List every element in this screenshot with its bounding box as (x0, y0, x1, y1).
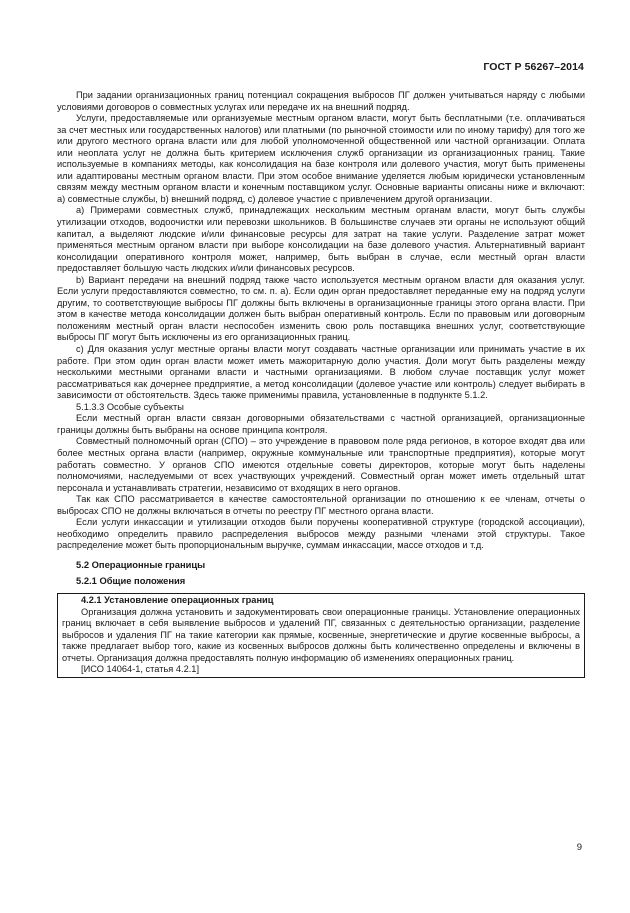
body-paragraph: Услуги, предоставляемые или организуемые местным органом власти, могут быть бесплатными (т.е. оплачиваться за счет местных или государственных налогов) или платными (по рыночной стоимости или по иному тарифу) для того же или другого местного органа власти или для любой уполномоченной общественной или частной организации. Оплата или неоплата услуг не должна быть критерием исключения служб организации из организационных границ. Такие используемые в компаниях методы, как консолидация на базе контроля или долевого участия, могут быть применены или адаптированы местным органом власти. При этом особое внимание уделяется любым юридически установленным связям между местным органом власти и конечным поставщиком услуг. Основные варианты описаны ниже и включают: a) совместные службы, b) внешний подряд, c) долевое участие с привлечением другой организации. (57, 113, 585, 204)
body-paragraph: Так как СПО рассматривается в качестве самостоятельной организации по отношению к ее членам, отчеты о выбросах СПО не должны включаться в отчеты по реестру ПГ местного органа власти. (57, 494, 585, 516)
quote-title: 4.2.1 Установление операционных границ (81, 595, 274, 606)
body-paragraph: Если местный орган власти связан договорными обязательствами с частной организацией, организационные границы должны быть выбраны на основе принципа контроля. (57, 413, 585, 435)
body-paragraph: b) Вариант передачи на внешний подряд также часто используется местным органом власти для оказания услуг. Если услуги предоставляются совместно, то см. п. а). Если один орган предоставляет переданные ему на подряд услуги другим, то соответствующие выбросы ПГ должны быть включены в организационные границы этого органа власти. При этом в качестве метода консолидации должен быть выбран оперативный контроль. Если по правовым или договорным положениям местный орган власти неспособен изменить свою роль поставщика внешних услуг, соответствующие выбросы ПГ могут быть исключены из его организационных границ. (57, 274, 585, 343)
body-paragraph: Совместный полномочный орган (СПО) – это учреждение в правовом поле ряда регионов, в которое входят два или более местных органа власти (например, окружные коммунальные или транспортные предприятия), которые могут работать совместно. У органов СПО имеются отдельные советы директоров, которые могут быть наделены полномочиями, наследуемыми от всех участвующих учреждений. Совместный орган может иметь отдельный штат персонала и устанавливать стратегии, независимо от входящих в него органов. (57, 436, 585, 493)
body-paragraph: c) Для оказания услуг местные органы власти могут создавать частные организации или принимать участие в их работе. При этом один орган власти может иметь мажоритарную долю участия. Доли могут быть разделены между несколькими местными органами власти и частными организациями. В любом случае поставщик услуг может рассматриваться как дочернее предприятие, а метод консолидации (долевое участие или контроль) следует выбирать в зависимости от обстоятельств. Здесь также применимы правила, установленные в подпункте 5.1.2. (57, 344, 585, 401)
document-code-header: ГОСТ Р 56267–2014 (483, 61, 584, 73)
quote-text: Организация должна установить и задокументировать свои операционные границы. Установление операционных границ включает в себя выявление выбросов и удалений ПГ, связанных с деятельностью организации, разделение выбросов и удаления ПГ на такие категории как прямые, косвенные, энергетические и другие косвенные выбросы, а также предлагает выбор того, какие из косвенных выбросов должны быть количественно определены и включены в отчеты. Организация должна предоставлять полную информацию об изменениях операционных границ. (62, 606, 580, 663)
page-number: 9 (576, 842, 582, 853)
iso-quote-box (57, 593, 585, 678)
quote-reference: [ИСО 14064-1, статья 4.2.1] (81, 664, 200, 675)
body-paragraph: Если услуги инкассации и утилизации отходов были поручены кооперативной структуре (городской ассоциации), необходимо определить правило распределения выбросов между разными членами этой структуры. Такое распределение может быть пропорциональным выручке, суммам инкассации, массе отходов и т.д. (57, 517, 585, 551)
subsection-heading: 5.1.3.3 Особые субъекты (76, 401, 184, 412)
section-heading-5-2-1: 5.2.1 Общие положения (76, 575, 186, 587)
body-paragraph: При задании организационных границ потенциал сокращения выбросов ПГ должен учитываться наряду с любыми условиями договоров о совместных услугах или передаче их на внешний подряд. (57, 90, 585, 112)
document-body (57, 90, 585, 678)
body-paragraph: а) Примерами совместных служб, принадлежащих нескольким местным органам власти, могут быть службы утилизации отходов, водоочистки или перевозки школьников. В большинстве случаев эти органы не используют общий капитал, а выделяют людские и/или финансовые ресурсы для затрат на такие услуги. Разделение затрат может применяться местным органом власти при выборе консолидации на базе долевого участия. Альтернативный вариант консолидации оперативного контроля может, например, быть выбран в случае, если местный орган власти предоставляет большую часть людских и/или финансовых ресурсов. (57, 205, 585, 274)
section-heading-5-2: 5.2 Операционные границы (76, 558, 206, 570)
